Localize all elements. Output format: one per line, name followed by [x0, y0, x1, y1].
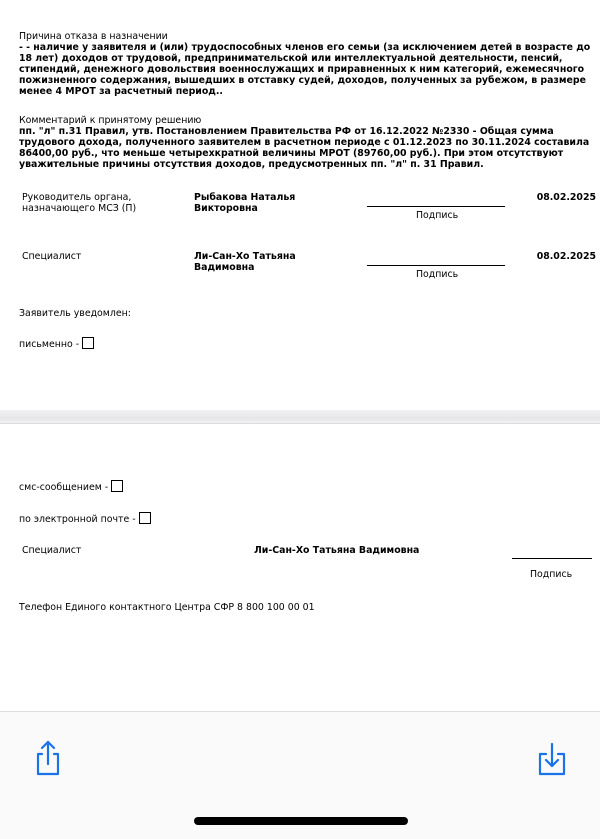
notify-email-checkbox[interactable]: [139, 512, 151, 524]
decision-comment-block: [19, 115, 591, 170]
notify-sms-label: смс-сообщением -: [19, 482, 109, 493]
contact-center-phone: Телефон Единого контактного Центра СФР 8 800 100 00 01: [19, 602, 315, 613]
share-icon: [30, 738, 66, 778]
refusal-reason-text: - - наличие у заявителя и (или) трудоспособных членов его семьи (за исключением детей в возрасте до 18 лет) доходов от трудовой, предпринимательской или интеллектуальной деятельности, пенсий, стипендий, денежного довольствия военнослужащих и приравненных к ним категорий, ежемесячного пожизненного содержания, вышедших в отставку судей, доходов, полученных за рубежом, в размере менее 4 МРОТ за расчетный период..: [19, 42, 591, 97]
signature-date: 08.02.2025: [536, 192, 596, 203]
notify-sms-row: [19, 480, 123, 493]
notify-email-label: по электронной почте -: [19, 514, 136, 525]
home-indicator: [194, 817, 408, 825]
save-button[interactable]: [534, 738, 570, 778]
final-signature-caption: Подпись: [530, 569, 573, 580]
page-separator: [0, 410, 600, 424]
signature-caption: Подпись: [416, 210, 459, 221]
signature-date: 08.02.2025: [536, 251, 596, 262]
notify-written-checkbox[interactable]: [82, 337, 94, 349]
final-signature-name: Ли-Сан-Хо Татьяна Вадимовна: [254, 545, 420, 556]
signature-role: Руководитель органа, назначающего МСЗ (П): [22, 192, 137, 214]
refusal-reason-label: Причина отказа в назначении: [19, 31, 168, 42]
notify-written-row: [19, 337, 94, 350]
save-download-icon: [534, 738, 570, 778]
notify-email-row: [19, 512, 151, 525]
applicant-notified-label: Заявитель уведомлен:: [19, 308, 131, 319]
signature-line: [367, 265, 505, 266]
refusal-reason-block: [19, 31, 591, 97]
final-signature-role: Специалист: [22, 545, 82, 556]
decision-comment-label: Комментарий к принятому решению: [19, 115, 202, 126]
signature-role: Специалист: [22, 251, 82, 262]
final-signature-line: [512, 558, 592, 559]
notify-sms-checkbox[interactable]: [111, 480, 123, 492]
signature-name: Рыбакова Наталья Викторовна: [194, 192, 296, 214]
share-button[interactable]: [30, 738, 66, 778]
decision-comment-text: пп. "л" п.31 Правил, утв. Постановлением Правительства РФ от 16.12.2022 №2330 - Общая сумма трудового дохода, полученного заявителем в расчетном периоде с 01.12.2023 по 30.11.2024 составила 86400,00 руб., что меньше четырехкратной величины МРОТ (89760,00 руб.). При этом отсутствуют уважительные причины отсутствия доходов, предусмотренных пп. "л" п. 31 Правил.: [19, 126, 590, 170]
signature-name: Ли-Сан-Хо Татьяна Вадимовна: [194, 251, 296, 273]
signature-caption: Подпись: [416, 269, 459, 280]
signature-line: [367, 206, 505, 207]
notify-written-label: письменно -: [19, 339, 80, 350]
